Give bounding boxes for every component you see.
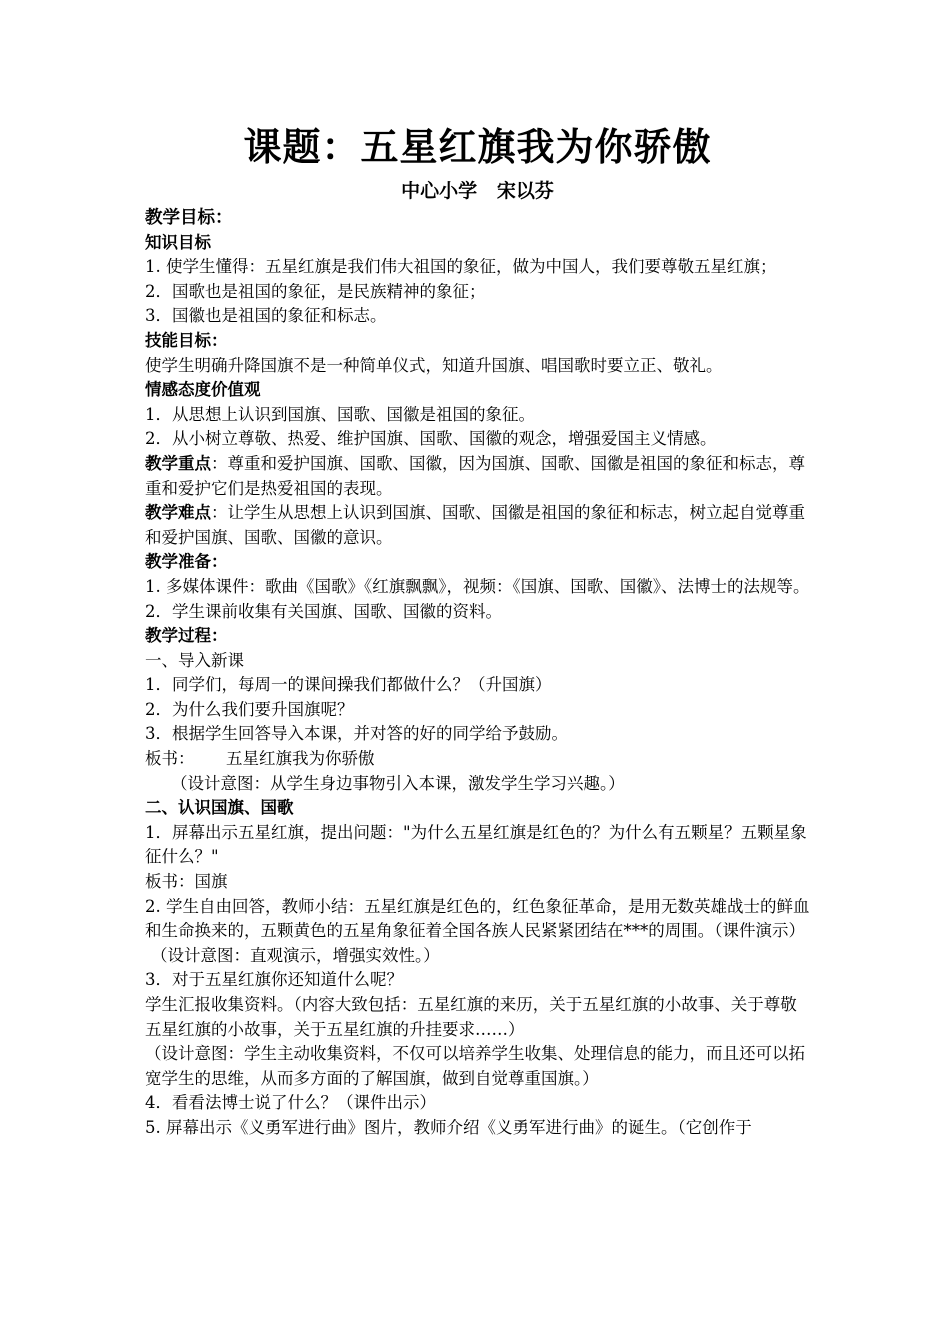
skill-text: 使学生明确升降国旗不是一种简单仪式，知道升国旗、唱国歌时要立正、敬礼。 — [145, 355, 723, 375]
emotion-item-2: 2．从小树立尊敬、热爱、维护国旗、国歌、国徽的观念，增强爱国主义情感。 — [145, 429, 717, 449]
preparation-heading: 教学准备： — [145, 552, 228, 572]
knowledge-item-1: 1. 使学生懂得：五星红旗是我们伟大祖国的象征，做为中国人，我们要尊敬五星红旗； — [145, 257, 777, 277]
key-point-text: ：尊重和爱护国旗、国歌、国徽，因为国旗、国歌、国徽是祖国的象征和标志，尊重和爱护它们是热爱祖国的表现。 — [145, 453, 805, 498]
emotion-item-1: 1．从思想上认识到国旗、国歌、国徽是祖国的象征。 — [145, 404, 535, 424]
preparation-item-1: 1. 多媒体课件：歌曲《国歌》《红旗飘飘》，视频：《国旗、国歌、国徽》、法博士的法规等。 — [145, 576, 810, 596]
key-point-paragraph — [145, 452, 810, 501]
emotion-heading: 情感态度价值观 — [145, 380, 261, 400]
section-2-item-1: 1．屏幕出示五星红旗，提出问题："为什么五星红旗是红色的？为什么有五颗星？五颗星象征什么？" — [145, 822, 807, 867]
section-2-design-intent-2: （设计意图：学生主动收集资料，不仅可以培养学生收集、处理信息的能力，而且还可以拓宽学生的思维，从而多方面的了解国旗，做到自觉尊重国旗。） — [145, 1044, 805, 1088]
section-1-board-writing: 板书： 五星红旗我为你骄傲 — [145, 749, 375, 769]
section-1-item-3: 3．根据学生回答导入本课，并对答的好的同学给予鼓励。 — [145, 724, 568, 744]
section-1-heading: 一、导入新课 — [145, 650, 244, 670]
section-2-item-2: 2. 学生自由回答，教师小结：五星红旗是红色的，红色象征革命，是用无数英雄战士的鲜血和生命换来的，五颗黄色的五星角象征着全国各族人民紧紧团结在***的周围。（课件演示） — [145, 896, 810, 941]
section-2-design-intent-1: （设计意图：直观演示，增强实效性。） — [151, 945, 440, 965]
section-2-student-report: 学生汇报收集资料。（内容大致包括：五星红旗的来历，关于五星红旗的小故事、关于尊敬五星红旗的小故事，关于五星红旗的升挂要求……） — [145, 995, 797, 1039]
section-2-heading: 二、认识国旗、国歌 — [145, 798, 294, 818]
teaching-goals-heading: 教学目标： — [145, 208, 233, 228]
page-title: 课题：五星红旗我为你骄傲 — [243, 124, 712, 169]
author-line: 中心小学 宋以芬 — [401, 180, 554, 202]
section-2-item-5: 5. 屏幕出示《义勇军进行曲》图片，教师介绍《义勇军进行曲》的诞生。（它创作于 — [145, 1117, 752, 1137]
knowledge-item-2: 2．国歌也是祖国的象征，是民族精神的象征； — [145, 281, 486, 301]
section-1-item-1: 1．同学们，每周一的课间操我们都做什么？（升国旗） — [145, 675, 552, 695]
section-1-item-2: 2．为什么我们要升国旗呢？ — [145, 699, 354, 719]
knowledge-item-3: 3．国徽也是祖国的象征和标志。 — [145, 306, 387, 326]
skill-heading: 技能目标： — [145, 330, 228, 350]
section-2-item-4: 4．看看法博士说了什么？（课件出示） — [145, 1093, 436, 1113]
key-point-label: 教学重点 — [145, 453, 211, 473]
section-2-item-3: 3．对于五星红旗你还知道什么呢？ — [145, 970, 403, 990]
knowledge-heading: 知识目标 — [145, 232, 211, 252]
preparation-item-2: 2．学生课前收集有关国旗、国歌、国徽的资料。 — [145, 601, 502, 621]
section-1-design-intent: （设计意图：从学生身边事物引入本课，激发学生学习兴趣。） — [171, 773, 625, 793]
document-body — [145, 118, 810, 1141]
difficulty-label: 教学难点 — [145, 503, 211, 523]
difficulty-text: ：让学生从思想上认识到国旗、国歌、国徽是祖国的象征和标志，树立起自觉尊重和爱护国旗、国歌、国徽的意识。 — [145, 503, 805, 547]
section-2-board-writing: 板书：国旗 — [145, 872, 228, 892]
difficulty-paragraph — [145, 501, 810, 550]
process-heading: 教学过程： — [145, 626, 228, 646]
